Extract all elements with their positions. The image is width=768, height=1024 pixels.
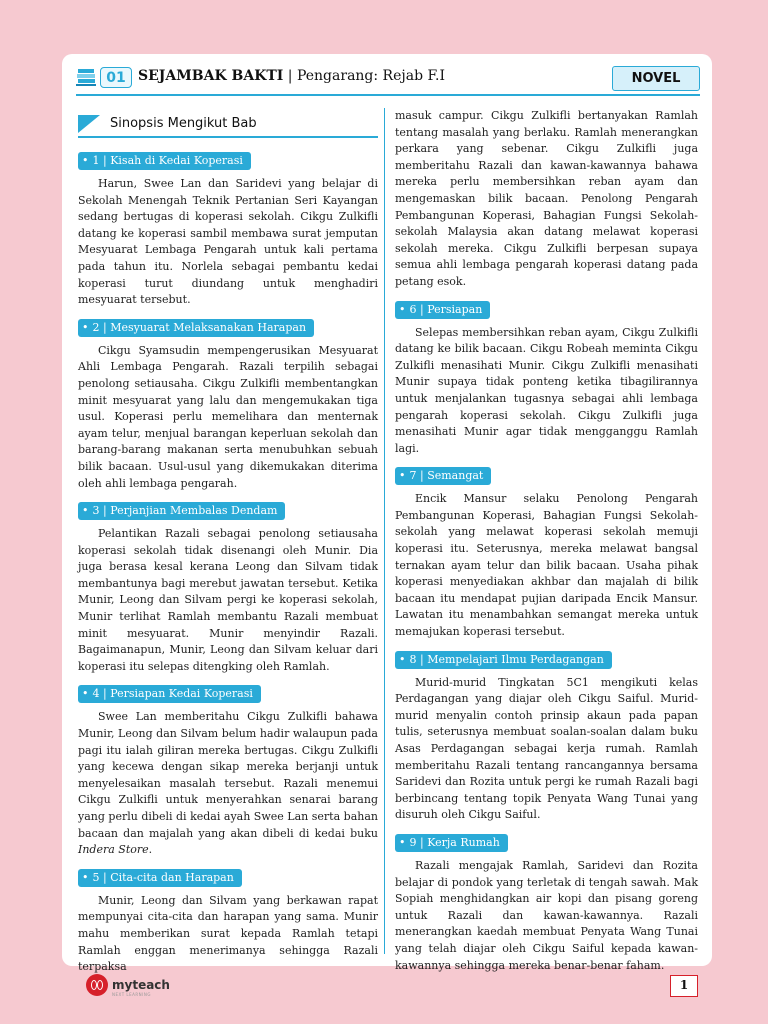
chapter-6 xyxy=(395,301,698,458)
chapter-heading xyxy=(395,834,508,852)
chapter-text xyxy=(78,709,378,858)
bullet-icon: • xyxy=(399,835,406,849)
chapter-text-tail: . xyxy=(148,843,153,857)
left-column xyxy=(78,108,378,986)
page-number: 1 xyxy=(670,975,698,997)
chapter-heading-text: 3 | Perjanjian Membalas Dendam xyxy=(92,504,278,518)
bullet-icon: • xyxy=(399,302,406,316)
section-marker-icon xyxy=(78,115,100,133)
chapter-heading-text: 2 | Mesyuarat Melaksanakan Harapan xyxy=(92,320,307,334)
chapter-text: Razali mengajak Ramlah, Saridevi dan Rozita belajar di pondok yang terletak di tengah sawah. Mak Sopiah menghidangkan air kopi dan pisang goreng untuk Razali dan kawan-kawannya. Razali menerangkan kaedah membuat Penyata Wang Tunai yang telah diajar oleh Cikgu Saiful kepada kawan-kawannya sehingga mereka benar-benar faham. xyxy=(395,858,698,972)
chapter-text: Cikgu Syamsudin mempengerusikan Mesyuarat Ahli Lembaga Pengarah. Razali terpilih sebagai penolong setiausaha. Cikgu Zulkifli membentangkan minit mesyuarat yang lalu dan mengemukakan tiga usul. Koperasi perlu memelihara dan menternak ayam telur, menjual barangan keperluan sekolah dan barang-barang makanan serta menubuhkan sebuah bilik bacaan. Usul-usul yang dikemukakan diterima oleh ahli lembaga pengarah. xyxy=(78,343,378,490)
book-stack-icon xyxy=(76,67,98,87)
chapter-text-main: Swee Lan memberitahu Cikgu Zulkifli bahawa Munir, Leong dan Silvam belum hadir walaupun pada pagi itu ialah giliran mereka bertugas. Cikgu Zulkifli yang kecewa dengan sikap mereka berjanji untuk menyelesaikan masalah tersebut. Razali menemui Cikgu Zulkifli untuk menyerahkan senarai barang yang perlu dibeli di kedai ayah Swee Lan serta bahan bacaan dan majalah yang akan dibeli di kedai buku xyxy=(78,710,378,840)
bullet-icon: • xyxy=(82,504,89,518)
chapter-text: Selepas membersihkan reban ayam, Cikgu Zulkifli datang ke bilik bacaan. Cikgu Robeah meminta Cikgu Zulkifli menasihati Munir. Cikgu Zulkifli menasihati Munir supaya tidak ponteng ketika tibagilirannya untuk menjalankan tugasnya sebagai ahli lembaga pengarah koperasi sekolah. Cikgu Zulkifli juga menasihati Munir agar tidak mengganggu Ramlah lagi. xyxy=(395,325,698,455)
chapter-9 xyxy=(395,834,698,974)
chapter-2 xyxy=(78,319,378,492)
chapter-4 xyxy=(78,685,378,858)
chapter-heading xyxy=(78,685,261,703)
chapter-heading-text: 6 | Persiapan xyxy=(409,302,483,316)
chapter-heading-text: 4 | Persiapan Kedai Koperasi xyxy=(92,687,253,701)
chapter-3 xyxy=(78,502,378,675)
chapter-heading xyxy=(78,152,251,170)
chapter-heading-text: 7 | Semangat xyxy=(409,469,484,483)
logo-subtext: NEXT LEARNING xyxy=(112,992,151,997)
chapter-1 xyxy=(78,152,378,309)
chapter-heading xyxy=(395,651,612,669)
chapter-text: Harun, Swee Lan dan Saridevi yang belajar di Sekolah Menengah Teknik Pertanian Seri Kayangan sedang bertugas di koperasi sekolah. Cikgu Zulkifli datang ke koperasi sambil membawa surat jemputan Mesyuarat Lembaga Pengarah untuk kali pertama pada tahun itu. Norlela sebagai pembantu kedai koperasi turut diundang untuk menghadiri mesyuarat tersebut. xyxy=(78,177,378,307)
chapter-text: Pelantikan Razali sebagai penolong setiausaha koperasi sekolah tidak disenangi oleh Munir. Dia juga berasa kesal kerana Leong dan Silvam tidak membantunya bagi merebut jawatan tersebut. Ketika Munir, Leong dan Silvam pergi ke koperasi sekolah, Munir terlihat Ramlah membantu Razali membuat minit mesyuarat. Munir menyindir Razali. Bagaimanapun, Munir, Leong dan Silvam keluar dari koperasi itu selepas ditengking oleh Ramlah. xyxy=(78,527,378,673)
bullet-icon: • xyxy=(82,687,89,701)
chapter-heading xyxy=(78,319,314,337)
store-name: Indera Store xyxy=(78,843,149,857)
bullet-icon: • xyxy=(82,320,89,334)
title-separator: | xyxy=(283,68,297,84)
chapter-text: Murid-murid Tingkatan 5C1 mengikuti kelas Perdagangan yang diajar oleh Cikgu Saiful. Murid-murid menyalin contoh prinsip akaun pada papan tulis, seterusnya membuat soalan-soalan dalam buku Asas Perdagangan sebagai kerja rumah. Ramlah memberitahu Razali tentang rancangannya bersama Saridevi dan Rozita untuk pergi ke rumah Razali bagi berbincang tentang topik Penyata Wang Tunai yang disuruh oleh Cikgu Saiful. xyxy=(395,675,698,822)
bullet-icon: • xyxy=(82,870,89,884)
chapter-heading xyxy=(78,502,285,520)
genre-tab: NOVEL xyxy=(612,66,700,91)
chapter-5 xyxy=(78,869,378,976)
chapter-text: Munir, Leong dan Silvam yang berkawan rapat mempunyai cita-cita dan harapan yang sama. Munir mahu memberikan surat kepada Ramlah tetapi Ramlah enggan menerimanya sehingga Razali terpaksa xyxy=(78,893,378,974)
publisher-logo xyxy=(86,974,176,998)
chapter-heading-text: 5 | Cita-cita dan Harapan xyxy=(92,870,234,884)
column-divider xyxy=(384,108,385,954)
chapter-8 xyxy=(395,651,698,824)
chapter-heading-text: 9 | Kerja Rumah xyxy=(409,835,500,849)
bullet-icon: • xyxy=(82,154,89,167)
logo-mark-icon xyxy=(86,974,108,996)
book-title xyxy=(138,68,445,84)
logo-text: myteach xyxy=(112,978,170,992)
section-rule xyxy=(78,136,378,138)
book-author: Pengarang: Rejab F.I xyxy=(296,68,445,84)
chapter-5-continuation: masuk campur. Cikgu Zulkifli bertanyakan Ramlah tentang masalah yang berlaku. Ramlah menerangkan perkara yang sebenar. Cikgu Zulkifli juga memberitahu Razali dan kawan-kawannya bahawa mereka perlu membersihkan reban ayam dan mengemaskan bilik bacaan. Penolong Pengarah Pembangunan Koperasi, Bahagian Fungsi Sekolah-sekolah Malaysia akan datang melawat koperasi sekolah mereka. Cikgu Zulkifli berpesan supaya semua ahli lembaga pengarah koperasi datang pada petang esok. xyxy=(395,109,698,288)
chapter-text: Encik Mansur selaku Penolong Pengarah Pembangunan Koperasi, Bahagian Fungsi Sekolah-sekolah yang melawat koperasi sekolah memuji koperasi itu. Seterusnya, mereka melawat bangsal ternakan ayam telur dan bilik bacaan. Usaha pihak koperasi menyediakan akhbar dan majalah di bilik bacaan itu mendapat pujian daripada Encik Mansur. Lawatan itu menambahkan semangat mereka untuk memajukan koperasi tersebut. xyxy=(395,492,698,639)
chapter-heading xyxy=(395,301,490,319)
book-title-name: SEJAMBAK BAKTI xyxy=(138,68,284,84)
chapter-number-badge: 01 xyxy=(100,67,132,88)
chapter-heading-text: 8 | Mempelajari Ilmu Perdagangan xyxy=(409,652,604,666)
bullet-icon: • xyxy=(399,469,406,483)
right-column xyxy=(395,108,698,984)
chapter-7 xyxy=(395,467,698,640)
chapter-heading xyxy=(395,467,491,485)
chapter-heading xyxy=(78,869,242,887)
bullet-icon: • xyxy=(399,652,406,666)
section-title: Sinopsis Mengikut Bab xyxy=(110,116,257,131)
section-heading xyxy=(78,112,378,138)
chapter-heading-text: 1 | Kisah di Kedai Koperasi xyxy=(92,154,243,167)
header-rule xyxy=(76,94,700,96)
page-header xyxy=(76,64,700,94)
